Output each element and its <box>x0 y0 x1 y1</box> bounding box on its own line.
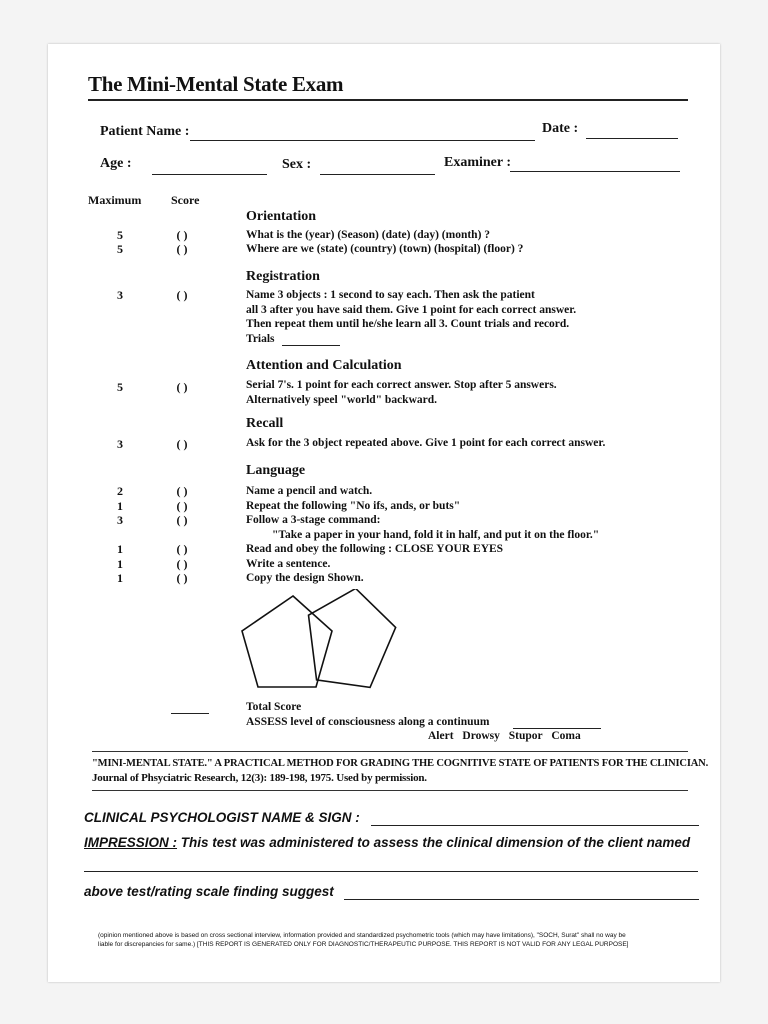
impression-text: This test was administered to assess the clinical dimension of the client named <box>177 835 691 850</box>
attention-max: 5 <box>117 380 123 394</box>
patient-name-field[interactable] <box>190 140 535 141</box>
psychologist-sign-field[interactable] <box>371 825 699 826</box>
suggest-label: above test/rating scale finding suggest <box>84 884 334 899</box>
score-box[interactable]: ( ) <box>176 571 188 585</box>
language-item: Name a pencil and watch. <box>246 485 373 497</box>
intersecting-pentagons-figure <box>236 589 416 699</box>
orientation-question-1: What is the (year) (Season) (date) (day) (month) ? <box>246 229 491 241</box>
recall-instruction: Ask for the 3 object repeated above. Give 1 point for each correct answer. <box>246 437 606 449</box>
score-box[interactable]: ( ) <box>176 242 188 256</box>
attention-instructions <box>246 378 557 407</box>
registration-line: Then repeat them until he/she learn all 3. Count trials and record. <box>246 318 570 330</box>
registration-line: Name 3 objects : 1 second to say each. Then ask the patient <box>246 289 535 301</box>
registration-line: all 3 after you have said them. Give 1 point for each correct answer. <box>246 303 577 316</box>
language-item: Repeat the following "No ifs, ands, or buts" <box>246 499 461 512</box>
language-score-column <box>167 484 197 586</box>
patient-name-label: Patient Name : <box>100 124 190 139</box>
language-max: 2 <box>117 484 123 498</box>
level-stupor: Stupor <box>508 730 543 742</box>
section-attention-title: Attention and Calculation <box>246 358 402 373</box>
language-items <box>246 484 599 586</box>
disclaimer-text <box>98 931 629 949</box>
language-max: 1 <box>117 556 123 571</box>
attention-line: Serial 7's. 1 point for each correct answer. Stop after 5 answers. <box>246 379 557 391</box>
level-alert: Alert <box>428 730 454 742</box>
date-label: Date : <box>542 121 579 136</box>
score-box[interactable]: ( ) <box>176 556 188 571</box>
impression-line <box>84 835 690 850</box>
sex-field[interactable] <box>320 174 435 175</box>
attention-line: Alternatively speel "world" backward. <box>246 393 438 406</box>
score-box[interactable]: ( ) <box>176 484 188 498</box>
score-box[interactable]: ( ) <box>176 437 188 451</box>
impression-label: IMPRESSION : <box>84 835 178 850</box>
examiner-field[interactable] <box>510 171 680 172</box>
examiner-label: Examiner : <box>444 155 512 170</box>
section-registration-title: Registration <box>246 269 320 284</box>
language-max: 3 <box>117 513 123 527</box>
age-field[interactable] <box>152 174 267 175</box>
assess-consciousness-text: ASSESS level of consciousness along a continuum <box>246 715 490 728</box>
total-score-label: Total Score <box>246 701 302 713</box>
level-drowsy: Drowsy <box>462 730 500 742</box>
page-title: The Mini-Mental State Exam <box>88 72 344 96</box>
date-field[interactable] <box>586 138 678 139</box>
registration-instructions <box>246 288 576 346</box>
language-item: Write a sentence. <box>246 557 331 570</box>
language-item: Read and obey the following : CLOSE YOUR EYES <box>246 543 504 555</box>
language-max: 1 <box>117 542 123 556</box>
registration-max: 3 <box>117 288 123 302</box>
score-column-header: Score <box>171 193 200 207</box>
suggest-field[interactable] <box>344 899 699 900</box>
disclaimer-line: (opinion mentioned above is based on cross sectional interview, information provided and standardized psychometric tools (which may have limitations), "SOCH, Surat" shall no way be <box>98 932 626 939</box>
orientation-max-2: 5 <box>117 242 123 256</box>
sex-label: Sex : <box>282 157 312 172</box>
consciousness-levels <box>428 729 581 744</box>
reference-title: "MINI-MENTAL STATE." A PRACTICAL METHOD FOR GRADING THE COGNITIVE STATE OF PATIENTS FOR THE CLINICIAN. <box>92 757 709 769</box>
orientation-question-2: Where are we (state) (country) (town) (hospital) (floor) ? <box>246 243 524 255</box>
language-item: Copy the design Shown. <box>246 572 364 584</box>
score-box[interactable]: ( ) <box>176 513 188 527</box>
trials-label: Trials <box>246 332 275 345</box>
section-orientation-title: Orientation <box>246 209 316 224</box>
language-item: Follow a 3-stage command: <box>246 514 381 526</box>
score-box[interactable]: ( ) <box>176 228 188 242</box>
score-box[interactable]: ( ) <box>176 498 188 513</box>
title-underline <box>88 99 688 101</box>
exam-form-page <box>48 44 720 982</box>
right-pentagon <box>300 589 401 690</box>
score-box[interactable]: ( ) <box>176 288 188 302</box>
disclaimer-line: liable for discrepancies for same.) [THIS REPORT IS GENERATED ONLY FOR DIAGNOSTIC/THERAPEUTIC PURPOSE. THIS REPORT IS NOT VALID FOR ANY LEGAL PURPOSE] <box>98 941 629 948</box>
age-label: Age : <box>100 156 132 171</box>
score-box[interactable]: ( ) <box>176 542 188 556</box>
total-score-field[interactable] <box>171 713 209 714</box>
impression-field[interactable] <box>84 871 698 872</box>
orientation-max-1: 5 <box>117 228 123 242</box>
maximum-column-header: Maximum <box>88 193 142 207</box>
psychologist-label: CLINICAL PSYCHOLOGIST NAME & SIGN : <box>84 810 360 825</box>
total-score-block <box>246 700 489 729</box>
language-max: 1 <box>117 498 123 513</box>
reference-citation: Journal of Phsyciatric Research, 12(3): 189-198, 1975. Used by permission. <box>92 772 427 784</box>
level-coma: Coma <box>551 730 581 742</box>
score-box[interactable]: ( ) <box>176 380 188 394</box>
language-item: "Take a paper in your hand, fold it in half, and put it on the floor." <box>272 528 600 541</box>
section-language-title: Language <box>246 463 306 478</box>
language-max-column <box>110 484 130 586</box>
recall-max: 3 <box>117 437 123 451</box>
reference-top-rule <box>92 751 688 752</box>
trials-field[interactable] <box>282 345 340 346</box>
section-recall-title: Recall <box>246 416 284 431</box>
language-max: 1 <box>117 571 123 585</box>
reference-bottom-rule <box>92 790 688 791</box>
